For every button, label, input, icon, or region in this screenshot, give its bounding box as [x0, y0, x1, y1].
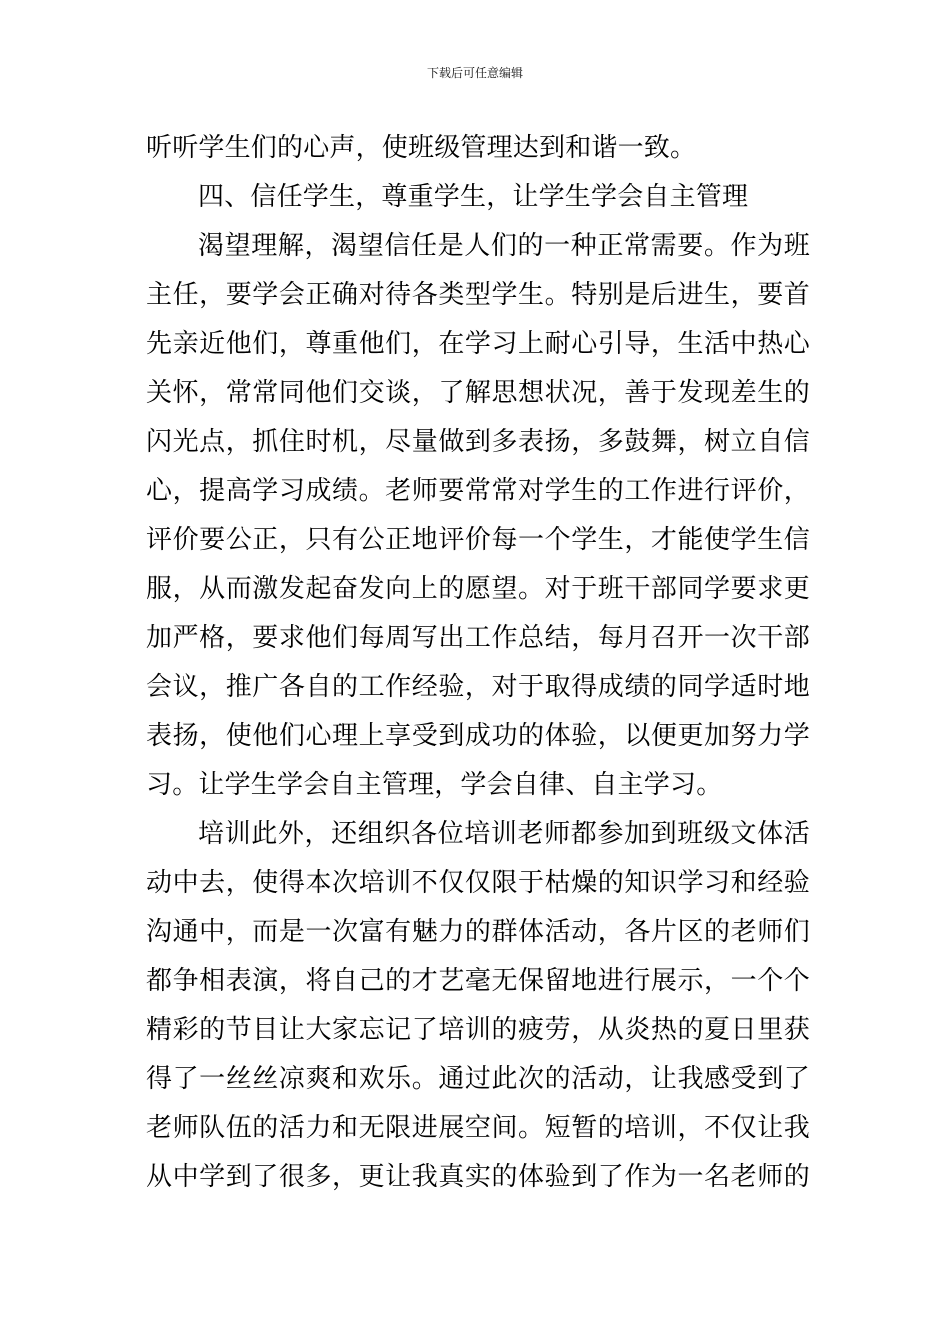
text-line: 关怀，常常同他们交谈，了解思想状况，善于发现差生的	[146, 378, 810, 408]
text-line: 心，提高学习成绩。老师要常常对学生的工作进行评价，	[146, 476, 810, 506]
text-line: 表扬，使他们心理上享受到成功的体验，以便更加努力学	[146, 721, 810, 751]
section-heading: 四、信任学生，尊重学生，让学生学会自主管理	[198, 182, 749, 212]
text-line: 动中去，使得本次培训不仅仅限于枯燥的知识学习和经验	[146, 868, 810, 898]
page-header-note: 下载后可任意编辑	[426, 66, 523, 80]
text-line: 听听学生们的心声，使班级管理达到和谐一致。	[146, 133, 697, 163]
text-line: 评价要公正，只有公正地评价每一个学生，才能使学生信	[146, 525, 810, 555]
text-line: 主任，要学会正确对待各类型学生。特别是后进生，要首	[146, 280, 810, 310]
text-line: 从中学到了很多，更让我真实的体验到了作为一名老师的	[146, 1162, 810, 1192]
text-line: 服，从而激发起奋发向上的愿望。对于班干部同学要求更	[146, 574, 810, 604]
text-line: 得了一丝丝凉爽和欢乐。通过此次的活动，让我感受到了	[146, 1064, 810, 1094]
text-line: 沟通中，而是一次富有魅力的群体活动，各片区的老师们	[146, 917, 810, 947]
text-line: 习。让学生学会自主管理，学会自律、自主学习。	[146, 770, 723, 800]
text-line: 精彩的节目让大家忘记了培训的疲劳，从炎热的夏日里获	[146, 1015, 810, 1045]
body-text	[146, 124, 810, 1202]
text-line: 都争相表演，将自己的才艺毫无保留地进行展示，一个个	[146, 966, 810, 996]
text-line: 加严格，要求他们每周写出工作总结，每月召开一次干部	[146, 623, 810, 653]
text-line: 会议，推广各自的工作经验，对于取得成绩的同学适时地	[146, 672, 810, 702]
text-line: 先亲近他们，尊重他们，在学习上耐心引导，生活中热心	[146, 329, 810, 359]
text-line: 闪光点，抓住时机，尽量做到多表扬，多鼓舞，树立自信	[146, 427, 810, 457]
text-line: 渴望理解，渴望信任是人们的一种正常需要。作为班	[198, 231, 810, 261]
text-line: 培训此外，还组织各位培训老师都参加到班级文体活	[198, 819, 810, 849]
text-line: 老师队伍的活力和无限进展空间。短暂的培训，不仅让我	[146, 1113, 810, 1143]
